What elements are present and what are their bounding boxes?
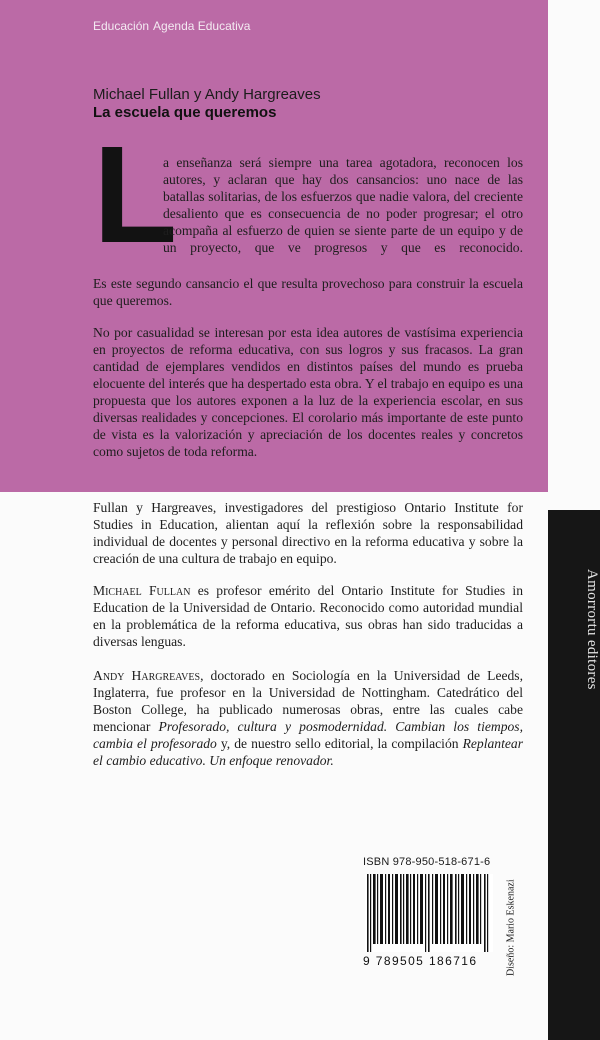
hargreaves-bio-a: , doctorado en Sociología en la Universidad de Leeds, Inglaterra, fue profesor en la Universidad de Nottingham. Catedrático del Boston College, ha publicado numerosas obras, entre las cuales cabe mencionar: [93, 668, 524, 734]
paragraph-2: No por casualidad se interesan por esta idea autores de vastísima experiencia en proyectos de reforma educativa, con sus logros y sus fracasos. La gran cantidad de ejemplares vendidos en distintos países del mundo es prueba elocuente del interés que ha despertado esta obra. Y el trabajo en equipo es una propuesta que los autores exponen a la luz de la experiencia escolar, en sus diversas realidades y concepciones. El corolario más importante de este punto de vista es la valorización y apreciación de los docentes reales y concretos como sujetos de toda reforma.: [93, 325, 523, 459]
barcode-number: 9 789505 186716: [363, 954, 478, 968]
drop-cap: L: [93, 118, 178, 272]
collection-label: [93, 19, 250, 33]
paragraph-1-first: a enseñanza será siempre una tarea agotadora, reconocen los autores, y aclaran que hay dos cansancios: uno nace de las batallas solitarias, de los esfuerzos que nadie valora, del creciente desaliento que es consecuencia de no poder progresar; el otro acompaña al esfuerzo de quien se siente parte de un equipo y de un proyecto, que ve progresos y que es reconocido.: [163, 155, 523, 255]
isbn-label: ISBN 978-950-518-671-6: [363, 856, 491, 868]
design-credit: Diseño: Mario Eskenazi: [505, 879, 517, 976]
barcode: [365, 874, 493, 952]
authors: Michael Fullan y Andy Hargreaves: [93, 86, 321, 103]
publisher-name: Amorrortu editores: [584, 568, 600, 690]
hargreaves-name: Andy Hargreaves: [93, 668, 201, 683]
collection-name: Educación: [93, 19, 150, 33]
hargreaves-book-2: Replantear el cambio educativo. Un enfoque renovador.: [93, 736, 523, 768]
paragraph-hargreaves-bio: [93, 667, 523, 769]
fullan-name: Michael Fullan: [93, 583, 191, 598]
paragraph-3: Fullan y Hargreaves, investigadores del prestigioso Ontario Institute for Studies in Education, alientan aquí la reflexión sobre la responsabilidad individual de docentes y personal directivo en la reforma educativa y sobre la creación de una cultura de trabajo en equipo.: [93, 500, 523, 566]
book-title: La escuela que queremos: [93, 104, 277, 121]
hargreaves-bio-b: y, de nuestro sello editorial, la compilación: [220, 736, 459, 751]
paragraph-fullan-bio: [93, 582, 523, 650]
hargreaves-book-1: Profesorado, cultura y posmodernidad. Cambian los tiempos, cambia el profesorado: [93, 719, 523, 751]
fullan-bio-text: es profesor emérito del Ontario Institute for Studies in Education de la Universidad de Ontario. Reconocido como autoridad mundial en la problemática de la reforma educativa, sus obras han sido traducidas a diversas lenguas.: [93, 583, 524, 649]
collection-series: Agenda Educativa: [153, 19, 251, 33]
paragraph-1-rest: Es este segundo cansancio el que resulta provechoso para construir la escuela que queremos.: [93, 276, 523, 308]
barcode-bars: [365, 874, 493, 952]
